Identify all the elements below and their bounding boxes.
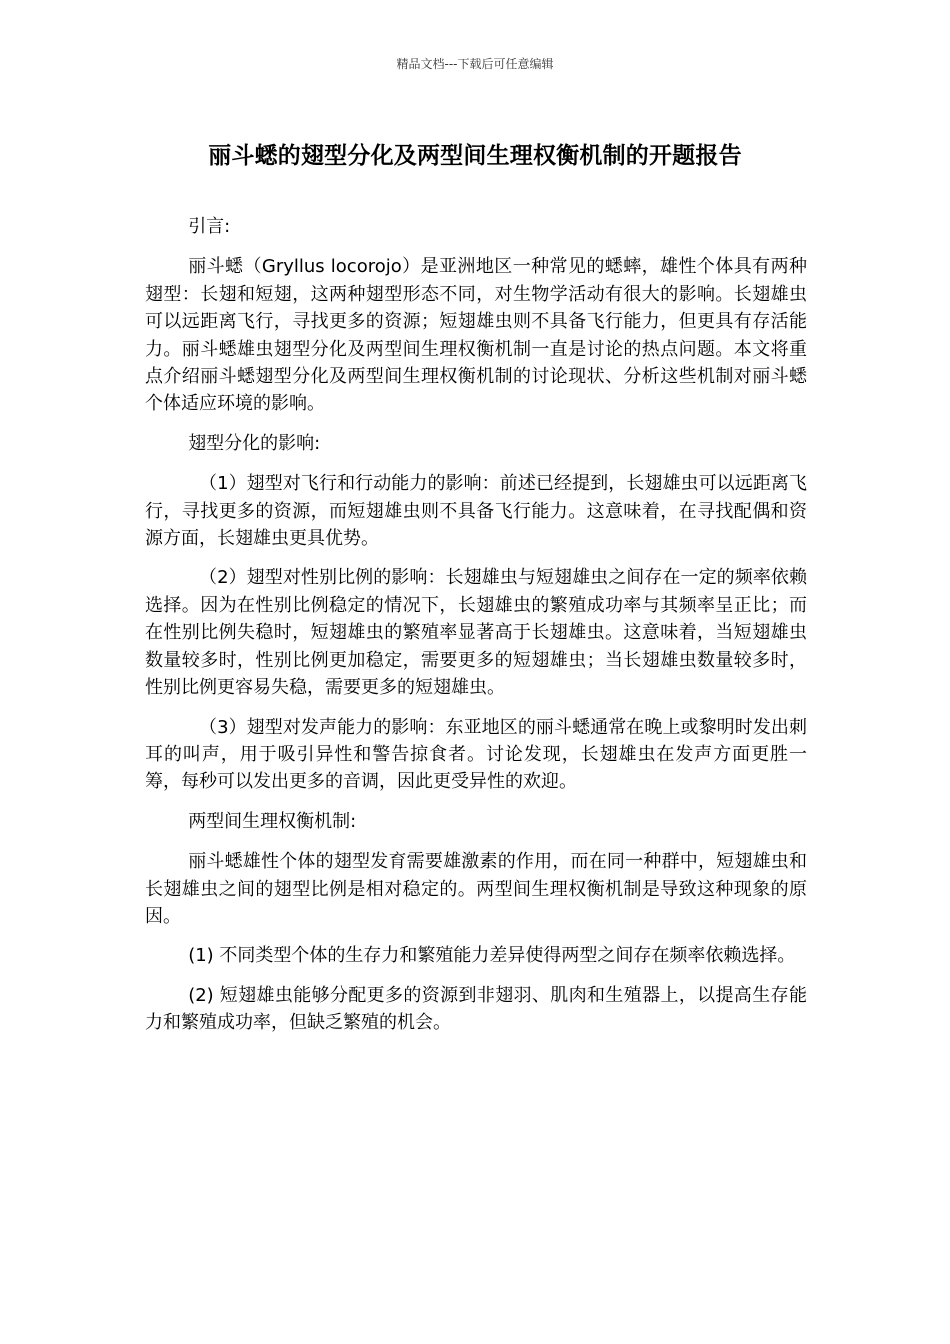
tradeoff-paragraph: 丽斗蟋雄性个体的翅型发育需要雄激素的作用，而在同一种群中，短翅雄虫和长翅雄虫之间的翅型比例是相对稳定的。两型间生理权衡机制是导致这种现象的原因。	[145, 851, 807, 927]
tradeoff-point-2: (2) 短翅雄虫能够分配更多的资源到非翅羽、肌肉和生殖器上，以提高生存能力和繁殖成功率，但缺乏繁殖的机会。	[145, 984, 807, 1034]
wing-point-1: （1）翅型对飞行和行动能力的影响：前述已经提到，长翅雄虫可以远距离飞行，寻找更多的资源，而短翅雄虫则不具备飞行能力。这意味着，在寻找配偶和资源方面，长翅雄虫更具优势。	[145, 473, 807, 550]
wing-point-2: （2）翅型对性别比例的影响：长翅雄虫与短翅雄虫之间存在一定的频率依赖选择。因为在性别比例稳定的情况下，长翅雄虫的繁殖成功率与其频率呈正比；而在性别比例失稳时，短翅雄虫的繁殖率显著高于长翅雄虫。这意味着，当短翅雄虫数量较多时，性别比例更加稳定，需要更多的短翅雄虫；当长翅雄虫数量较多时，性别比例更容易失稳，需要更多的短翅雄虫。	[145, 567, 807, 699]
document-body	[145, 213, 807, 1049]
wing-point-3: （3）翅型对发声能力的影响：东亚地区的丽斗蟋通常在晚上或黎明时发出刺耳的叫声，用于吸引异性和警告掠食者。讨论发现，长翅雄虫在发声方面更胜一筹，每秒可以发出更多的音调，因此更受异性的欢迎。	[145, 716, 807, 793]
intro-heading: 引言:	[188, 216, 231, 237]
tradeoff-point-1: (1) 不同类型个体的生存力和繁殖能力差异使得两型之间存在频率依赖选择。	[188, 945, 796, 967]
wing-differentiation-heading: 翅型分化的影响:	[188, 432, 321, 454]
intro-paragraph: 丽斗蟋（Gryllus locorojo）是亚洲地区一种常见的蟋蟀，雄性个体具有两种翅型：长翅和短翅，这两种翅型形态不同，对生物学活动有很大的影响。长翅雄虫可以远距离飞行，寻找更多的资源；短翅雄虫则不具备飞行能力，但更具有存活能力。丽斗蟋雄虫翅型分化及两型间生理权衡机制一直是讨论的热点问题。本文将重点介绍丽斗蟋翅型分化及两型间生理权衡机制的讨论现状、分析这些机制对丽斗蟋个体适应环境的影响。	[145, 256, 807, 415]
tradeoff-heading: 两型间生理权衡机制:	[188, 810, 357, 832]
document-title: 丽斗蟋的翅型分化及两型间生理权衡机制的开题报告	[208, 143, 742, 169]
header-note: 精品文档---下载后可任意编辑	[396, 57, 554, 71]
